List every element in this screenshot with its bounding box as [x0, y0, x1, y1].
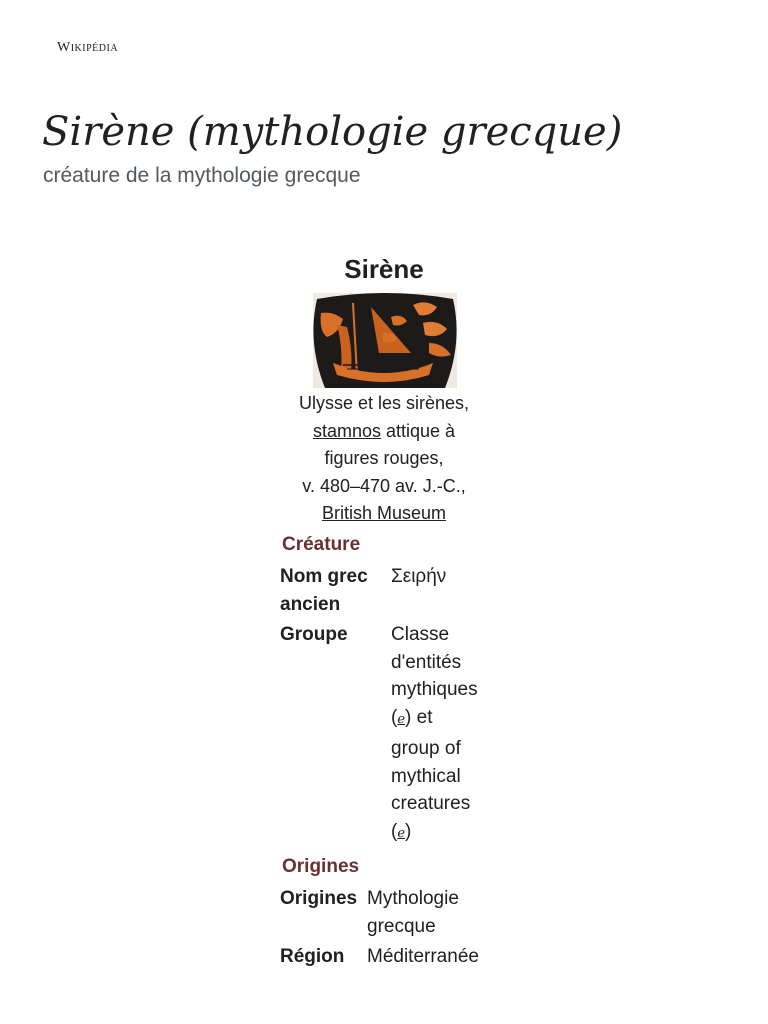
label-line: Nom grec [280, 566, 368, 587]
stamnos-vase-image [313, 293, 457, 388]
value-line[interactable]: grecque [367, 915, 436, 937]
infobox-image[interactable] [313, 293, 457, 388]
caption-line: v. 480–470 av. J.-C., [302, 475, 466, 496]
label-nom-grec-ancien [280, 563, 368, 619]
value-region[interactable]: Méditerranée [367, 946, 479, 967]
caption-line: Ulysse et les sirènes, [298, 393, 470, 413]
wikipedia-logo[interactable]: Wikipédia [57, 40, 119, 55]
caption-text: attique à [380, 420, 456, 441]
label-region: Région [280, 946, 345, 967]
value-line: (ℯ) et [391, 706, 433, 728]
value-groupe [391, 621, 478, 846]
value-line[interactable]: Mythologie [367, 888, 459, 909]
value-line[interactable]: mythiques [391, 679, 478, 700]
label-groupe: Groupe [280, 624, 348, 645]
infobox-title: Sirène [344, 254, 424, 284]
value-text: et [411, 706, 433, 728]
value-line[interactable]: group of [391, 738, 461, 759]
value-line[interactable]: Classe [391, 624, 450, 645]
wikidata-edit-icon[interactable]: ℯ [397, 710, 406, 726]
infobox-caption [270, 390, 498, 528]
value-line: (ℯ) [391, 820, 412, 842]
label-line: ancien [280, 594, 341, 615]
section-heading-creature: Créature [282, 534, 361, 555]
page-subtitle: créature de la mythologie grecque [43, 164, 361, 187]
value-nom-grec-ancien: Σειρήν [391, 566, 447, 587]
value-line[interactable]: d'entités [391, 651, 462, 673]
caption-line: figures rouges, [324, 448, 444, 468]
caption-line [270, 500, 498, 528]
british-museum-link[interactable]: British Museum [321, 503, 447, 523]
page-title: Sirène (mythologie grecque) [42, 109, 623, 155]
caption-line [270, 418, 498, 446]
label-origines: Origines [280, 888, 358, 909]
value-line[interactable]: mythical [391, 765, 461, 787]
stamnos-link[interactable]: stamnos [312, 420, 381, 441]
section-heading-origines: Origines [282, 856, 360, 877]
wikidata-edit-icon[interactable]: ℯ [397, 824, 406, 840]
value-line[interactable]: creatures [391, 793, 471, 814]
value-origines[interactable] [367, 885, 459, 940]
